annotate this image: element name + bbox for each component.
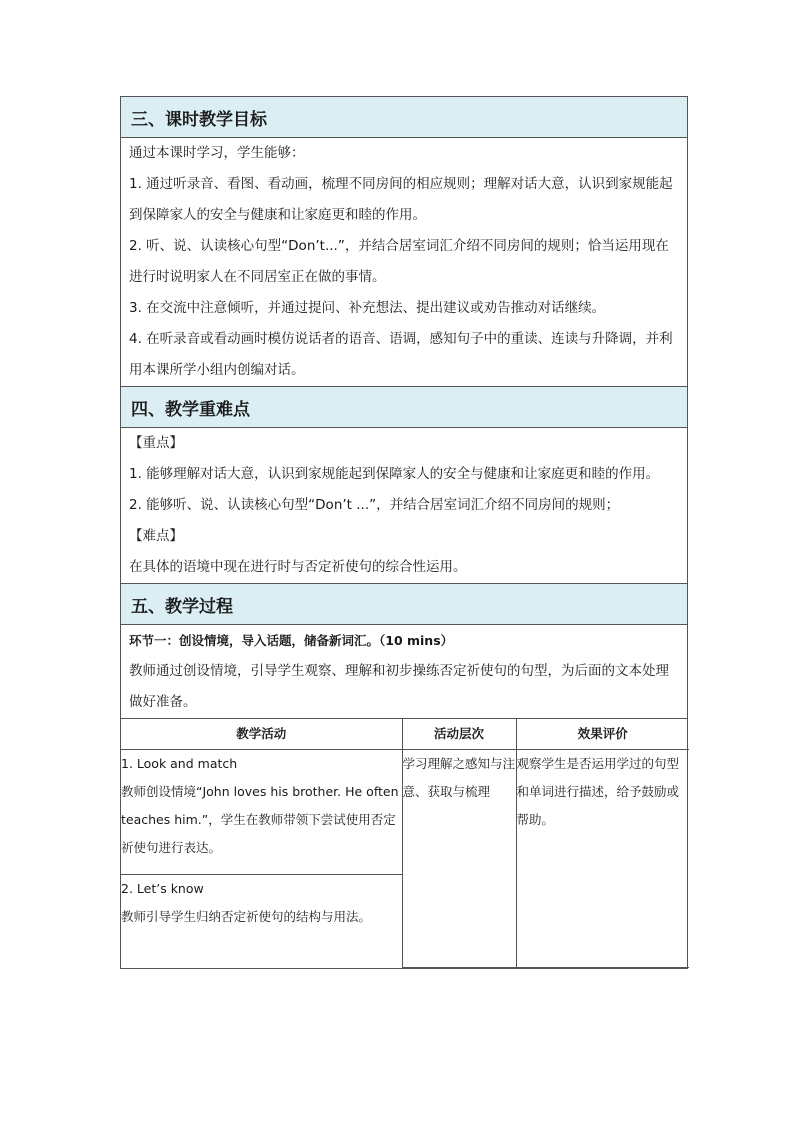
header-evaluation: 效果评价 — [516, 719, 689, 750]
level-cell: 学习理解之感知与注意、获取与梳理 — [402, 750, 516, 968]
activity-table — [121, 719, 689, 968]
goal-item: 3. 在交流中注意倾听，并通过提问、补充想法、提出建议或劝告推动对话继续。 — [129, 300, 606, 316]
lesson-plan-table — [120, 96, 688, 969]
difficult-label: 【难点】 — [129, 528, 183, 544]
goal-item: 4. 在听录音或看动画时模仿说话者的语音、语调，感知句子中的重读、连读与升降调，并利用本课所学小组内创编对话。 — [129, 331, 673, 378]
activity-cell — [121, 875, 402, 968]
activity-cell — [121, 750, 402, 875]
header-level: 活动层次 — [402, 719, 516, 750]
section5-title: 五、教学过程 — [121, 584, 688, 625]
section4-body — [121, 428, 688, 584]
section5-body — [121, 625, 688, 719]
section3-title: 三、课时教学目标 — [121, 97, 688, 138]
step-title: 环节一：创设情境，导入话题，储备新词汇。（10 mins） — [129, 633, 454, 648]
key-point: 1. 能够理解对话大意，认识到家规能起到保障家人的安全与健康和让家庭更和睦的作用。 — [129, 466, 660, 482]
key-label: 【重点】 — [129, 435, 183, 451]
key-point: 2. 能够听、说、认读核心句型“Don’t ...”，并结合居室词汇介绍不同房间的规则； — [129, 497, 620, 513]
step-description: 教师通过创设情境，引导学生观察、理解和初步操练否定祈使句的句型，为后面的文本处理做好准备。 — [129, 663, 669, 710]
goal-item: 2. 听、说、认读核心句型“Don’t...”，并结合居室词汇介绍不同房间的规则；恰当运用现在进行时说明家人在不同居室正在做的事情。 — [129, 238, 669, 285]
activity-title: 2. Let’s know — [121, 881, 204, 896]
goal-item: 1. 通过听录音、看图、看动画，梳理不同房间的相应规则；理解对话大意，认识到家规能起到保障家人的安全与健康和让家庭更和睦的作用。 — [129, 176, 673, 223]
lesson-plan-sheet — [120, 96, 688, 969]
section4-title: 四、教学重难点 — [121, 387, 688, 428]
header-activity: 教学活动 — [121, 719, 402, 750]
section3-intro: 通过本课时学习，学生能够： — [129, 145, 305, 161]
activity-text: 教师创设情境“John loves his brother. He often teaches him.”，学生在教师带领下尝试使用否定祈使句进行表达。 — [121, 784, 399, 855]
activity-title: 1. Look and match — [121, 756, 238, 771]
section3-body — [121, 138, 688, 387]
difficult-text: 在具体的语境中现在进行时与否定祈使句的综合性运用。 — [129, 559, 467, 575]
evaluation-cell: 观察学生是否运用学过的句型和单词进行描述，给予鼓励或帮助。 — [516, 750, 689, 968]
activity-text: 教师引导学生归纳否定祈使句的结构与用法。 — [121, 909, 372, 924]
activity-table-cell — [121, 719, 688, 969]
